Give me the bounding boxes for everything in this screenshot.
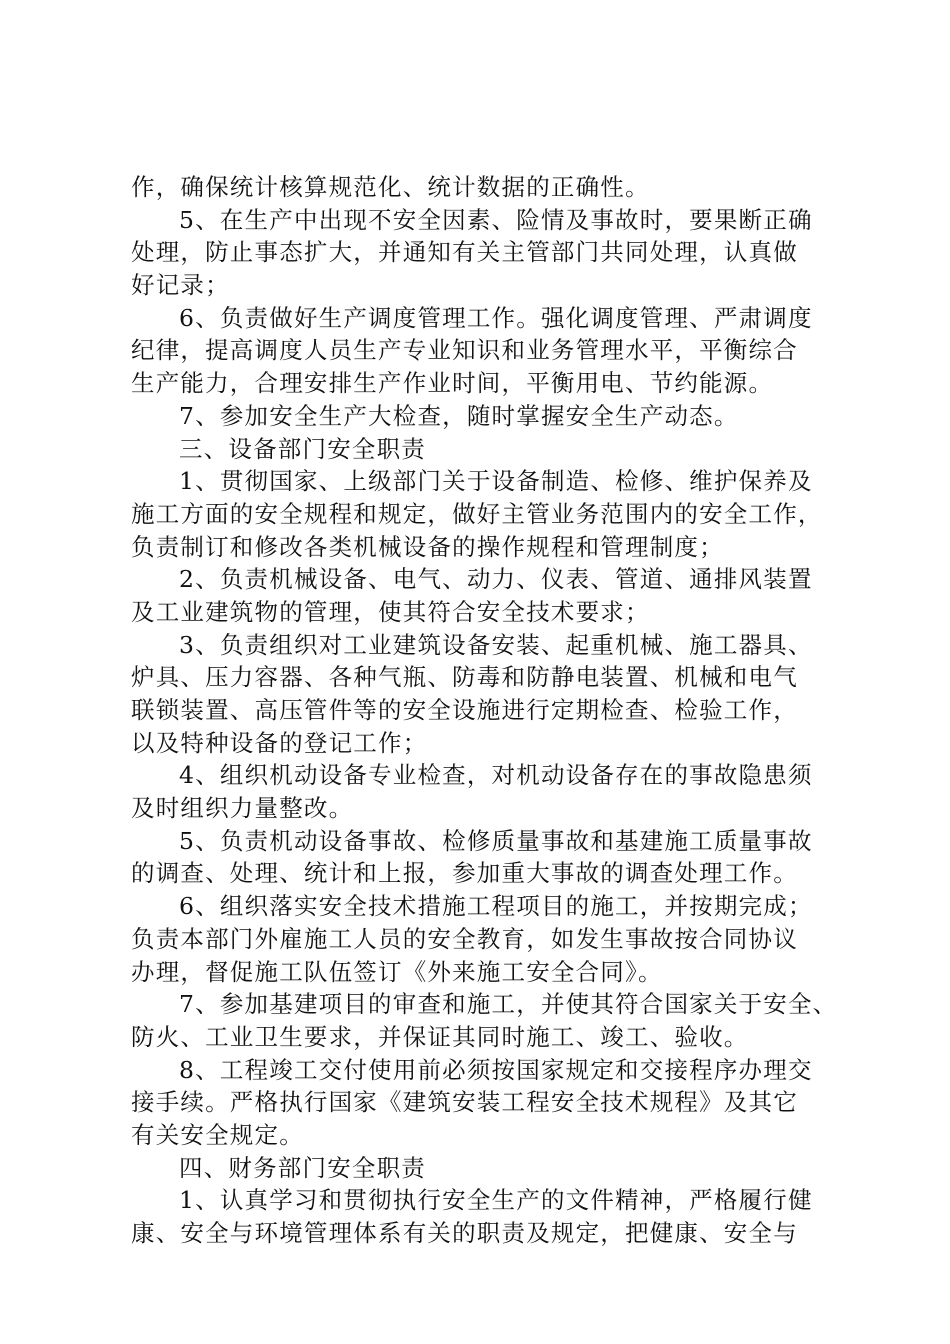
text-line: 6、组织落实安全技术措施工程项目的施工，并按期完成； bbox=[179, 892, 813, 921]
text-line: 7、参加基建项目的审查和施工，并使其符合国家关于安全、 bbox=[179, 990, 838, 1019]
text-line: 1、认真学习和贯彻执行安全生产的文件精神，严格履行健 bbox=[179, 1186, 813, 1215]
text-line: 8、工程竣工交付使用前必须按国家规定和交接程序办理交 bbox=[179, 1055, 813, 1084]
text-line: 3、负责组织对工业建筑设备安装、起重机械、施工器具、 bbox=[179, 630, 813, 659]
text-line: 防火、工业卫生要求，并保证其同时施工、竣工、验收。 bbox=[131, 1022, 749, 1051]
text-line: 接手续。严格执行国家《建筑安装工程安全技术规程》及其它 bbox=[131, 1088, 798, 1117]
text-line: 好记录； bbox=[131, 271, 230, 300]
text-line: 生产能力，合理安排生产作业时间，平衡用电、节约能源。 bbox=[131, 369, 774, 398]
text-line: 1、贯彻国家、上级部门关于设备制造、检修、维护保养及 bbox=[179, 467, 813, 496]
text-line: 负责本部门外雇施工人员的安全教育，如发生事故按合同协议 bbox=[131, 924, 798, 953]
text-line: 纪律，提高调度人员生产专业知识和业务管理水平，平衡综合 bbox=[131, 336, 798, 365]
text-line: 四、财务部门安全职责 bbox=[179, 1153, 426, 1182]
text-line: 6、负责做好生产调度管理工作。强化调度管理、严肃调度 bbox=[179, 303, 813, 332]
text-line: 联锁装置、高压管件等的安全设施进行定期检查、检验工作， bbox=[131, 696, 798, 724]
text-line: 办理，督促施工队伍签订《外来施工安全合同》。 bbox=[131, 957, 663, 986]
text-line: 及工业建筑物的管理，使其符合安全技术要求； bbox=[131, 597, 650, 626]
text-line: 5、在生产中出现不安全因素、险情及事故时，要果断正确 bbox=[179, 205, 813, 234]
text-line: 炉具、压力容器、各种气瓶、防毒和防静电装置、机械和电气 bbox=[131, 663, 798, 692]
text-line: 7、参加安全生产大检查，随时掌握安全生产动态。 bbox=[179, 401, 739, 430]
text-line: 2、负责机械设备、电气、动力、仪表、管道、通排风装置 bbox=[179, 565, 813, 594]
text-line: 施工方面的安全规程和规定，做好主管业务范围内的安全工作， bbox=[131, 499, 823, 528]
text-line: 负责制订和修改各类机械设备的操作规程和管理制度； bbox=[131, 532, 724, 561]
text-line: 处理，防止事态扩大，并通知有关主管部门共同处理，认真做 bbox=[131, 238, 798, 267]
text-line: 及时组织力量整改。 bbox=[131, 794, 354, 823]
text-line: 的调查、处理、统计和上报，参加重大事故的调查处理工作。 bbox=[131, 859, 798, 888]
text-line: 康、安全与环境管理体系有关的职责及规定，把健康、安全与 bbox=[131, 1219, 798, 1247]
text-line: 5、负责机动设备事故、检修质量事故和基建施工质量事故 bbox=[179, 826, 813, 855]
text-line: 有关安全规定。 bbox=[131, 1120, 304, 1149]
text-line: 以及特种设备的登记工作； bbox=[131, 728, 428, 757]
document-body bbox=[131, 171, 838, 1250]
text-line: 4、组织机动设备专业检查，对机动设备存在的事故隐患须 bbox=[179, 761, 813, 790]
text-line: 三、设备部门安全职责 bbox=[179, 434, 426, 463]
text-line: 作，确保统计核算规范化、统计数据的正确性。 bbox=[131, 173, 650, 201]
